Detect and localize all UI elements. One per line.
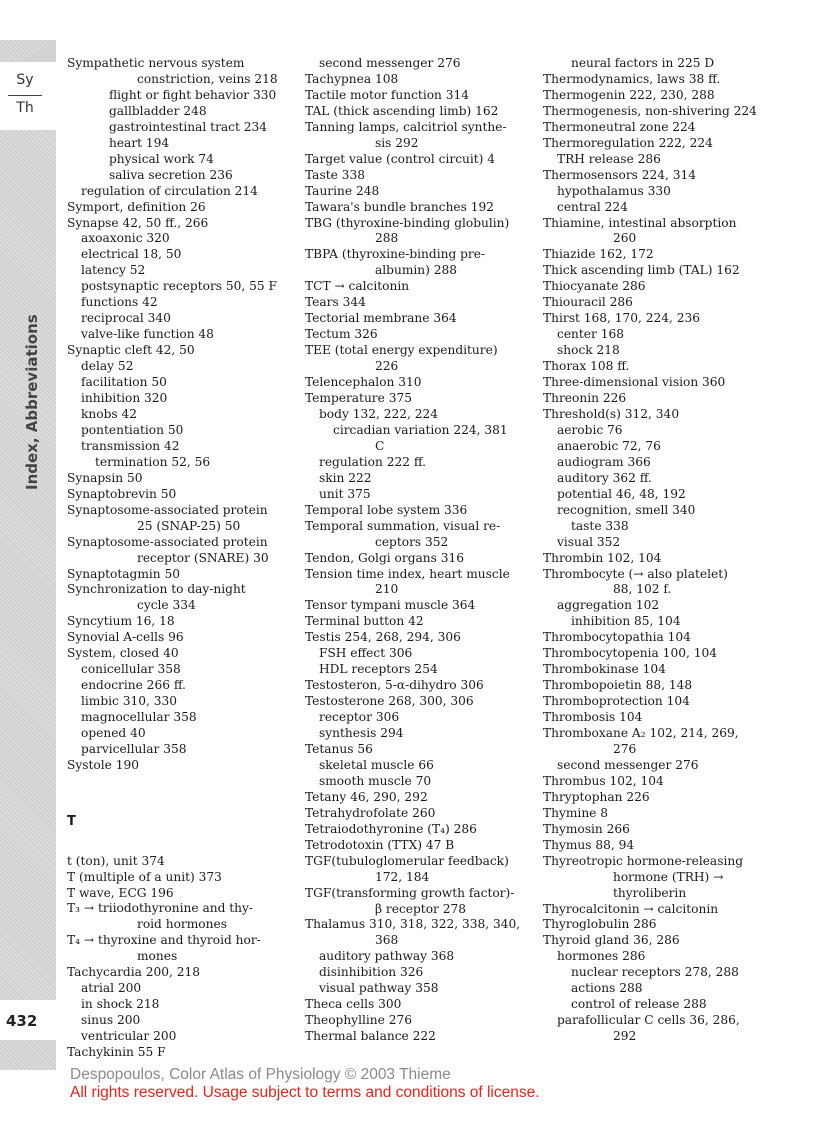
index-subentry: receptor (SNARE) 30: [137, 550, 269, 565]
spacer: [67, 790, 292, 806]
index-subentry: facilitation 50: [81, 375, 167, 390]
index-entry: Thermogenesis, non-shivering 224: [543, 103, 757, 118]
index-subentry: 172, 184: [375, 869, 430, 884]
index-subentry: 226: [375, 359, 399, 374]
index-subentry: thyroliberin: [613, 885, 687, 900]
index-subentry: physical work 74: [109, 151, 214, 166]
index-entry: Thrombopoietin 88, 148: [543, 678, 693, 693]
index-subentry: visual 352: [557, 534, 621, 549]
index-entry: Synapse 42, 50 ff., 266: [67, 215, 209, 230]
index-entry: System, closed 40: [67, 646, 179, 661]
index-entry: Tectum 326: [305, 327, 378, 342]
index-subentry: saliva secretion 236: [109, 167, 233, 182]
index-entry: Threshold(s) 312, 340: [543, 406, 680, 421]
index-entry: Thermodynamics, laws 38 ff.: [543, 71, 721, 86]
index-subentry: recognition, smell 340: [557, 502, 696, 517]
index-entry: Temperature 375: [305, 391, 412, 406]
index-subentry: endocrine 266 ff.: [81, 678, 186, 693]
index-entry: Three-dimensional vision 360: [543, 375, 726, 390]
index-subentry: sinus 200: [81, 1013, 141, 1028]
thumb-tab-bottom: Th: [16, 100, 34, 116]
index-entry: Thrombin 102, 104: [543, 550, 662, 565]
index-entry: Thryptophan 226: [543, 789, 650, 804]
index-entry: Thymus 88, 94: [543, 837, 635, 852]
index-entry: Tendon, Golgi organs 316: [305, 550, 464, 565]
index-subentry: atrial 200: [81, 981, 142, 996]
index-subentry: magnocellular 358: [81, 710, 197, 725]
index-subentry: hypothalamus 330: [557, 183, 671, 198]
index-subentry: gallbladder 248: [109, 103, 207, 118]
index-entry: Tectorial membrane 364: [305, 311, 457, 326]
index-entry: T₄ → thyroxine and thyroid hor-: [67, 933, 261, 948]
index-entry: Thymosin 266: [543, 821, 630, 836]
index-subentry: hormone (TRH) →: [613, 869, 724, 884]
index-subentry: 210: [375, 582, 399, 597]
index-subentry: neural factors in 225 D: [571, 56, 715, 70]
index-entry: Thyreotropic hormone-releasing: [543, 853, 744, 868]
index-subentry: transmission 42: [81, 438, 180, 453]
index-entry: T (multiple of a unit) 373: [67, 869, 222, 884]
index-subentry: central 224: [557, 199, 628, 214]
index-entry: Threonin 226: [543, 391, 627, 406]
page-number: 432: [6, 1012, 38, 1030]
index-entry: Syncytium 16, 18: [67, 614, 175, 629]
index-subentry: termination 52, 56: [95, 454, 211, 469]
index-entry: Sympathetic nervous system: [67, 56, 245, 70]
index-entry: Thrombus 102, 104: [543, 773, 664, 788]
index-subentry: taste 338: [571, 518, 629, 533]
index-subentry: 260: [613, 231, 637, 246]
index-subentry: postsynaptic receptors 50, 55 F: [81, 279, 278, 294]
index-entry: Theca cells 300: [305, 997, 402, 1012]
footer: [70, 1066, 540, 1102]
index-subentry: visual pathway 358: [319, 981, 439, 996]
index-entry: Systole 190: [67, 757, 139, 772]
index-subentry: ceptors 352: [375, 534, 449, 549]
index-entry: Thiamine, intestinal absorption: [543, 215, 737, 230]
index-entry: Thyroglobulin 286: [543, 917, 657, 932]
index-entry: Thyroid gland 36, 286: [543, 933, 680, 948]
index-column-1: [67, 56, 292, 1061]
index-subentry: ventricular 200: [81, 1029, 177, 1044]
index-entry: Tetrodotoxin (TTX) 47 B: [305, 837, 455, 852]
index-entry: TGF(transforming growth factor)-: [305, 885, 515, 900]
index-subentry: 288: [375, 231, 399, 246]
index-entry: Thermoregulation 222, 224: [543, 135, 713, 150]
index-entry: TCT → calcitonin: [305, 279, 410, 294]
index-subentry: latency 52: [81, 263, 146, 278]
index-subentry: aerobic 76: [557, 422, 623, 437]
index-subentry: regulation 222 ff.: [319, 454, 426, 469]
index-subentry: auditory 362 ff.: [557, 470, 652, 485]
index-entry: Thermogenin 222, 230, 288: [543, 87, 715, 102]
index-subentry: synthesis 294: [319, 726, 404, 741]
index-subentry: HDL receptors 254: [319, 662, 438, 677]
index-subentry: control of release 288: [571, 997, 707, 1012]
index-entry: Tactile motor function 314: [305, 87, 470, 102]
index-entry: Testosterone 268, 300, 306: [305, 694, 474, 709]
index-entry: Tetrahydrofolate 260: [305, 805, 436, 820]
index-subentry: sis 292: [375, 135, 419, 150]
index-subentry: auditory pathway 368: [319, 949, 455, 964]
index-subentry: inhibition 320: [81, 391, 168, 406]
index-subentry: body 132, 222, 224: [319, 406, 438, 421]
index-entry: Synovial A-cells 96: [67, 630, 184, 645]
index-subentry: actions 288: [571, 981, 643, 996]
index-entry: Tanning lamps, calcitriol synthe-: [305, 119, 507, 134]
index-entry: Temporal summation, visual re-: [305, 518, 501, 533]
index-subentry: shock 218: [557, 343, 620, 358]
index-entry: Telencephalon 310: [305, 375, 422, 390]
index-entry: Synapsin 50: [67, 470, 143, 485]
index-entry: TEE (total energy expenditure): [305, 343, 498, 358]
index-entry: T wave, ECG 196: [67, 885, 174, 900]
index-column-3: [543, 56, 773, 1045]
index-subentry: roid hormones: [137, 917, 227, 932]
index-entry: Symport, definition 26: [67, 199, 206, 214]
section-letter-heading: T: [67, 813, 76, 829]
index-entry: Thiazide 162, 172: [543, 247, 654, 262]
index-entry: Thermosensors 224, 314: [543, 167, 697, 182]
index-subentry: smooth muscle 70: [319, 773, 432, 788]
index-entry: Taste 338: [305, 167, 365, 182]
index-entry: Testis 254, 268, 294, 306: [305, 630, 461, 645]
index-subentry: anaerobic 72, 76: [557, 438, 661, 453]
index-entry: Thrombocytopathia 104: [543, 630, 691, 645]
index-entry: Tawara's bundle branches 192: [305, 199, 495, 214]
index-subentry: in shock 218: [81, 997, 160, 1012]
index-subentry: regulation of circulation 214: [81, 183, 258, 198]
index-subentry: cycle 334: [137, 598, 196, 613]
index-subentry: delay 52: [81, 359, 134, 374]
index-entry: Synaptotagmin 50: [67, 566, 181, 581]
index-entry: Thrombosis 104: [543, 710, 643, 725]
section-title: Index, Abbreviations: [23, 314, 41, 490]
spacer: [67, 774, 292, 790]
index-subentry: audiogram 366: [557, 454, 651, 469]
index-subentry: skin 222: [319, 470, 372, 485]
index-entry: Temporal lobe system 336: [305, 502, 468, 517]
index-entry: Theophylline 276: [305, 1013, 412, 1028]
index-subentry: inhibition 85, 104: [571, 614, 681, 629]
index-subentry: electrical 18, 50: [81, 247, 182, 262]
footer-copyright: Despopoulos, Color Atlas of Physiology © 2003 Thieme: [70, 1066, 451, 1083]
index-subentry: constriction, veins 218: [137, 71, 278, 86]
footer-license: All rights reserved. Usage subject to terms and conditions of license.: [70, 1084, 540, 1101]
index-entry: T₃ → triiodothyronine and thy-: [67, 901, 253, 916]
index-subentry: gastrointestinal tract 234: [109, 119, 268, 134]
index-subentry: disinhibition 326: [319, 965, 424, 980]
index-entry: TBPA (thyroxine-binding pre-: [305, 247, 486, 262]
index-subentry: center 168: [557, 327, 624, 342]
index-entry: Synaptobrevin 50: [67, 486, 177, 501]
index-entry: Tetany 46, 290, 292: [305, 789, 428, 804]
index-subentry: second messenger 276: [319, 56, 461, 70]
index-subentry: second messenger 276: [557, 757, 699, 772]
index-entry: Synaptosome-associated protein: [67, 502, 268, 517]
index-subentry: circadian variation 224, 381: [333, 422, 508, 437]
index-entry: Thiocyanate 286: [543, 279, 646, 294]
index-subentry: TRH release 286: [557, 151, 661, 166]
index-entry: Thick ascending limb (TAL) 162: [543, 263, 740, 278]
index-entry: Thermoneutral zone 224: [543, 119, 696, 134]
index-subentry: 368: [375, 933, 399, 948]
index-entry: Thrombokinase 104: [543, 662, 666, 677]
index-entry: Tensor tympani muscle 364: [305, 598, 476, 613]
index-subentry: 88, 102 f.: [613, 582, 672, 597]
index-subentry: functions 42: [81, 295, 158, 310]
index-entry: Thrombocyte (→ also platelet): [543, 566, 728, 581]
index-entry: Thiouracil 286: [543, 295, 633, 310]
index-subentry: 276: [613, 741, 637, 756]
spacer: [67, 838, 292, 854]
index-subentry: parafollicular C cells 36, 286,: [557, 1013, 740, 1028]
index-entry: Thyrocalcitonin → calcitonin: [543, 901, 719, 916]
index-subentry: β receptor 278: [375, 901, 466, 916]
index-subentry: flight or fight behavior 330: [109, 87, 277, 102]
index-entry: Tachykinin 55 F: [67, 1045, 166, 1060]
index-subentry: nuclear receptors 278, 288: [571, 965, 739, 980]
index-entry: Thalamus 310, 318, 322, 338, 340,: [305, 917, 521, 932]
index-entry: Tetraiodothyronine (T₄) 286: [305, 821, 477, 836]
index-entry: Thrombocytopenia 100, 104: [543, 646, 717, 661]
index-entry: Thromboxane A₂ 102, 214, 269,: [543, 726, 739, 741]
index-subentry: albumin) 288: [375, 263, 458, 278]
index-subentry: potential 46, 48, 192: [557, 486, 686, 501]
index-subentry: receptor 306: [319, 710, 400, 725]
index-entry: TGF(tubuloglomerular feedback): [305, 853, 509, 868]
index-entry: Tachycardia 200, 218: [67, 965, 201, 980]
index-subentry: mones: [137, 949, 178, 964]
index-entry: Synchronization to day-night: [67, 582, 246, 597]
index-entry: Thermal balance 222: [305, 1029, 436, 1044]
index-entry: Tetanus 56: [305, 741, 373, 756]
index-subentry: aggregation 102: [557, 598, 660, 613]
index-subentry: hormones 286: [557, 949, 646, 964]
index-entry: Testosteron, 5-α-dihydro 306: [305, 678, 484, 693]
index-subentry: FSH effect 306: [319, 646, 413, 661]
index-entry: Target value (control circuit) 4: [305, 151, 496, 166]
index-entry: TBG (thyroxine-binding globulin): [305, 215, 510, 230]
index-subentry: unit 375: [319, 486, 371, 501]
index-subentry: 25 (SNAP-25) 50: [137, 518, 241, 533]
thumb-tab-top: Sy: [16, 72, 34, 88]
index-column-2: [305, 56, 530, 1045]
index-subentry: opened 40: [81, 726, 146, 741]
index-subentry: pontentiation 50: [81, 422, 184, 437]
index-subentry: reciprocal 340: [81, 311, 171, 326]
index-subentry: limbic 310, 330: [81, 694, 178, 709]
index-subentry: heart 194: [109, 135, 170, 150]
index-entry: Thorax 108 ff.: [543, 359, 630, 374]
index-entry: Tears 344: [305, 295, 366, 310]
index-subentry: axoaxonic 320: [81, 231, 170, 246]
index-entry: Thymine 8: [543, 805, 609, 820]
index-subentry: C: [375, 438, 385, 453]
index-subentry: parvicellular 358: [81, 741, 187, 756]
index-entry: Thirst 168, 170, 224, 236: [543, 311, 701, 326]
index-entry: Thromboprotection 104: [543, 694, 690, 709]
index-entry: Synaptosome-associated protein: [67, 534, 268, 549]
index-entry: Tachypnea 108: [305, 71, 399, 86]
index-entry: Synaptic cleft 42, 50: [67, 343, 195, 358]
index-subentry: valve-like function 48: [81, 327, 214, 342]
index-entry: t (ton), unit 374: [67, 853, 165, 868]
index-entry: TAL (thick ascending limb) 162: [305, 103, 499, 118]
index-subentry: conicellular 358: [81, 662, 181, 677]
index-entry: Tension time index, heart muscle: [305, 566, 510, 581]
thumb-tab-divider: [8, 95, 42, 96]
side-thumb-tab: [0, 40, 56, 1070]
index-subentry: 292: [613, 1029, 637, 1044]
index-subentry: skeletal muscle 66: [319, 757, 434, 772]
index-subentry: knobs 42: [81, 406, 138, 421]
index-entry: Terminal button 42: [305, 614, 424, 629]
index-entry: Taurine 248: [305, 183, 380, 198]
